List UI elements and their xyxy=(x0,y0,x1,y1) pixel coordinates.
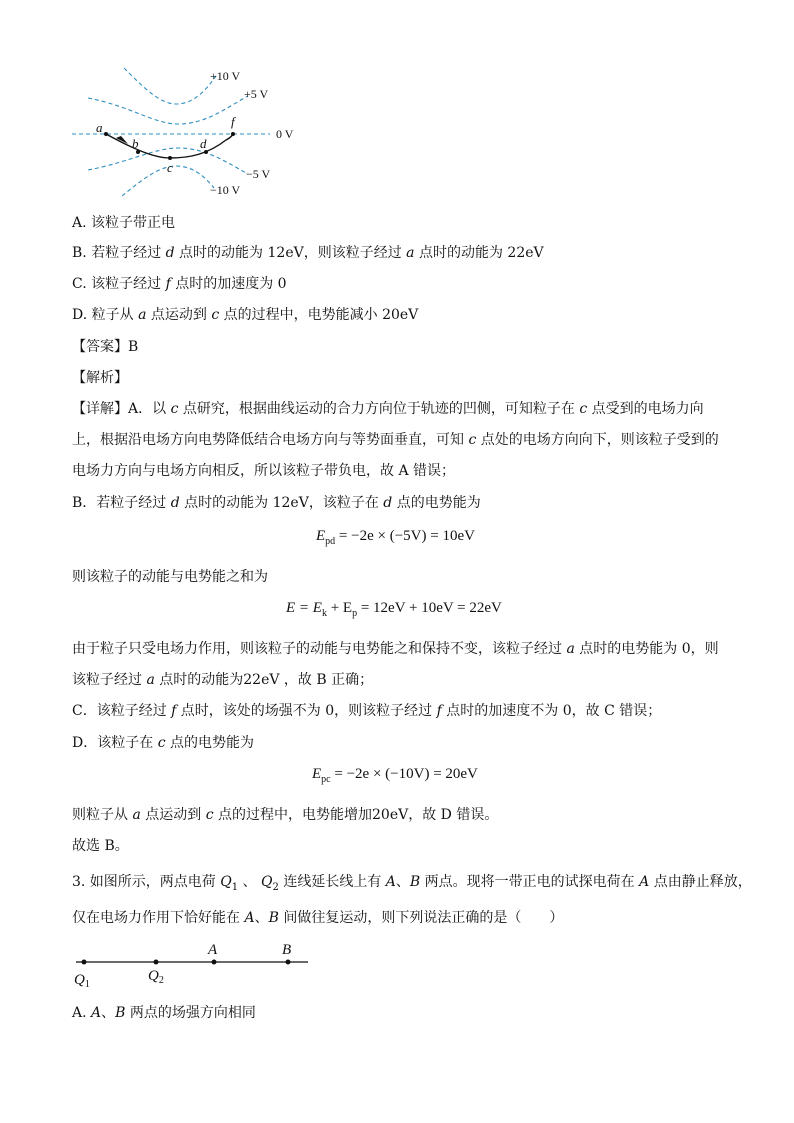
q3-l2-pre: 仅在电场力作用下恰好能在 xyxy=(72,910,245,926)
detail-l8-post: 点时的加速度不为 0，故 C 错误； xyxy=(441,703,662,719)
detail-l9-var: c xyxy=(157,735,166,751)
eq1-sub: pd xyxy=(325,536,336,547)
detail-l3-text: 电场力方向与电场方向相反，所以该粒子带负电，故 A 错误； xyxy=(72,463,456,479)
detail-l6-var: a xyxy=(566,641,575,657)
detail-line-8 xyxy=(72,702,661,720)
option-b xyxy=(72,244,544,262)
q3-l1-post2: 点由静止释放， xyxy=(649,874,752,890)
detail-line-10 xyxy=(72,806,498,824)
detail-l8-var: f xyxy=(171,703,177,719)
detail-line-9 xyxy=(72,734,254,752)
charge-q1-dot xyxy=(82,960,87,965)
point-d-label: d xyxy=(200,136,207,151)
detail-line-5 xyxy=(72,568,268,586)
detail-l6-pre: 由于粒子只受电场力作用，则该粒子的动能与电势能之和保持不变，该粒子经过 xyxy=(72,641,567,657)
detail-l11-text: 故选 B。 xyxy=(72,838,129,854)
detail-l7-pre: 该粒子经过 xyxy=(72,672,147,688)
option-c-var1: f xyxy=(165,276,171,292)
option-d-pre: D. 粒子从 xyxy=(72,307,139,323)
option-b-pre: B. 若粒子经过 xyxy=(72,245,166,261)
option-b-var2: a xyxy=(406,245,415,261)
point-f-dot xyxy=(231,132,235,136)
eq3-sub: pc xyxy=(321,774,331,785)
detail-l1-var: c xyxy=(170,401,179,417)
label-plus5v: +5 V xyxy=(244,87,269,101)
point-f-label: f xyxy=(231,114,235,129)
label-plus10v: +10 V xyxy=(210,69,241,83)
q3-opta-pre: A. xyxy=(72,1005,92,1021)
option-d xyxy=(72,306,418,324)
detail-l4-pre: B．若粒子经过 xyxy=(72,495,171,511)
point-a-label-q3: A xyxy=(208,942,218,958)
eq1-rhs: = −2e × (−5V) = 10eV xyxy=(335,528,475,544)
detail-l8-mid: 点时，该处的场强不为 0，则该粒子经过 xyxy=(176,703,437,719)
q3-opta-a: A xyxy=(91,1005,102,1021)
q3-line-1 xyxy=(72,873,752,897)
eq2-a: E = E xyxy=(286,600,322,616)
equation-epc xyxy=(312,766,478,785)
detail-l1-var2: c xyxy=(579,401,588,417)
q3-l2-post: 间做往复运动，则下列说法正确的是（ ） xyxy=(278,910,564,926)
eq1-lhs: E xyxy=(316,528,326,544)
answer-value: B xyxy=(128,339,139,355)
q3-l1-post: 两点。现将一带正电的试探电荷在 xyxy=(420,874,640,890)
detail-l2-pre: 上，根据沿电场方向电势降低结合电场方向与等势面垂直，可知 xyxy=(72,432,469,448)
q3-q2-sub: 2 xyxy=(272,881,279,893)
option-d-var2: c xyxy=(211,307,220,323)
eq3-rhs: = −2e × (−10V) = 20eV xyxy=(330,766,478,782)
detail-line-6 xyxy=(72,640,719,658)
option-b-mid: 点时的动能为 12eV，则该粒子经过 xyxy=(174,245,407,261)
q3-l2-a: A xyxy=(244,910,255,926)
q3-l1-b: B xyxy=(409,874,421,890)
answer-tag: 【答案】 xyxy=(72,339,128,355)
detail-l7-post: 点时的动能为22eV ，故 B 正确； xyxy=(154,672,374,688)
detail-l9-pre: D．该粒子在 xyxy=(72,735,158,751)
label-0v: 0 V xyxy=(276,127,294,141)
detail-line-11 xyxy=(72,837,129,855)
detail-l2-var: c xyxy=(468,432,477,448)
detail-l5-text: 则该粒子的动能与电势能之和为 xyxy=(72,569,268,585)
option-a xyxy=(72,214,175,232)
point-a-label: a xyxy=(96,120,103,135)
charge-q2-dot xyxy=(154,960,159,965)
q3-q1: Q xyxy=(220,874,232,890)
detail-l4-var2: d xyxy=(383,495,393,511)
label-minus10v: −10 V xyxy=(210,183,241,197)
q3-line-2 xyxy=(72,909,563,927)
particle-trajectory xyxy=(106,134,233,158)
detail-line-2 xyxy=(72,431,719,449)
option-c-pre: C. 该粒子经过 xyxy=(72,276,166,292)
detail-line-1 xyxy=(72,400,704,418)
eq2-b: + E xyxy=(326,600,353,616)
q3-opta-b: B xyxy=(115,1005,126,1021)
q3-l2-b: B xyxy=(268,910,279,926)
option-b-var1: d xyxy=(165,245,175,261)
eq2-c: = 12eV + 10eV = 22eV xyxy=(357,600,502,616)
point-b-label: b xyxy=(132,136,139,151)
q3-l1-pre: 3. 如图所示，两点电荷 xyxy=(72,874,221,890)
detail-line-3 xyxy=(72,462,455,480)
q3-q2: Q xyxy=(261,874,273,890)
point-a-dot xyxy=(104,132,108,136)
option-d-post: 点的过程中，电势能减小 20eV xyxy=(219,307,419,323)
option-c-post: 点时的加速度为 0 xyxy=(170,276,287,292)
analysis-tag-text: 【解析】 xyxy=(72,370,128,386)
q3-l1-sep: 、 xyxy=(238,874,262,890)
q3-l1-a: A xyxy=(385,874,396,890)
detail-l10-post: 点的过程中，电势能增加20eV，故 D 错误。 xyxy=(213,807,499,823)
option-d-mid: 点运动到 xyxy=(146,307,212,323)
point-b-dot-q3 xyxy=(286,960,291,965)
eq3-lhs: E xyxy=(312,766,322,782)
answer-line xyxy=(72,338,138,356)
detail-l8-var2: f xyxy=(436,703,442,719)
equipotential-line-plus5 xyxy=(88,96,248,124)
point-c-label: c xyxy=(167,160,173,175)
detail-l1-post: 点研究，根据曲线运动的合力方向位于轨迹的凹侧，可知粒子在 xyxy=(178,401,580,417)
detail-l9-post: 点的电势能为 xyxy=(165,735,254,751)
charge-q1-label: $Q_1$ xyxy=(74,972,90,990)
charges-figure xyxy=(70,938,320,990)
q3-l2-and: 、 xyxy=(254,910,269,926)
detail-l1-post2: 点受到的电场力向 xyxy=(587,401,704,417)
equipotential-figure xyxy=(66,66,316,198)
detail-l4-post2: 点的电势能为 xyxy=(392,495,481,511)
q3-q1-sub: 1 xyxy=(231,881,239,893)
charge-q2-label: $Q_2$ xyxy=(148,968,164,986)
detail-l10-mid: 点运动到 xyxy=(140,807,206,823)
detail-l10-var2: c xyxy=(205,807,214,823)
detail-line-4 xyxy=(72,494,481,512)
q3-l1-and: 、 xyxy=(395,874,410,890)
q3-opta-post: 两点的场强方向相同 xyxy=(125,1005,256,1021)
q3-l1-a2: A xyxy=(639,874,650,890)
detail-l8-pre: C．该粒子经过 xyxy=(72,703,172,719)
option-d-var1: a xyxy=(138,307,147,323)
eq2-sub1: k xyxy=(321,608,327,619)
analysis-tag xyxy=(72,369,128,387)
point-b-label-q3: B xyxy=(282,942,292,958)
detail-l1-pre: 【详解】A．以 xyxy=(72,401,171,417)
detail-line-7 xyxy=(72,671,373,689)
detail-l10-pre: 则粒子从 xyxy=(72,807,133,823)
point-a-dot-q3 xyxy=(212,960,217,965)
equation-energy-sum xyxy=(286,600,502,619)
q3-opta-and: 、 xyxy=(101,1005,116,1021)
detail-l10-var: a xyxy=(132,807,141,823)
eq2-sub2: p xyxy=(352,608,358,619)
equipotential-line-plus10 xyxy=(124,68,216,104)
q3-option-a xyxy=(72,1004,256,1022)
detail-l2-post: 点处的电场方向向下，则该粒子受到的 xyxy=(476,432,719,448)
detail-l6-post: 点时的电势能为 0，则 xyxy=(574,641,719,657)
option-b-post: 点时的动能为 22eV xyxy=(414,245,544,261)
q3-l1-mid: 连线延长线上有 xyxy=(278,874,386,890)
detail-l4-post: 点时的动能为 12eV，该粒子在 xyxy=(179,495,384,511)
label-minus5v: −5 V xyxy=(246,167,271,181)
option-a-text: A. 该粒子带正电 xyxy=(72,215,176,231)
option-c xyxy=(72,275,287,293)
equation-epd xyxy=(316,528,475,547)
detail-l4-var: d xyxy=(170,495,180,511)
detail-l7-var: a xyxy=(146,672,155,688)
